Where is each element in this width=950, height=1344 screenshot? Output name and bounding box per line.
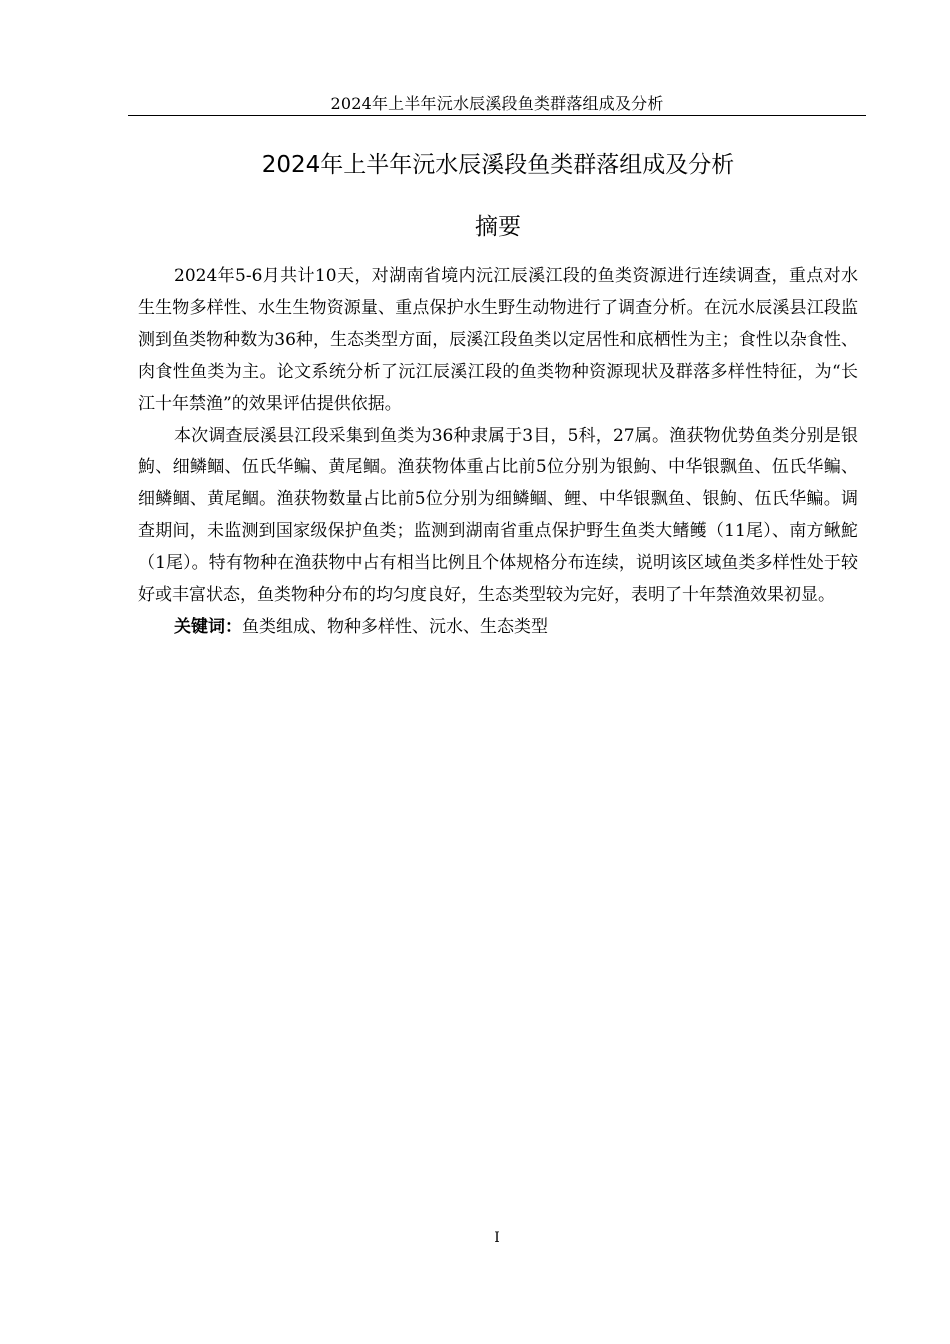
abstract-paragraph-2: 本次调查辰溪县江段采集到鱼类为36种隶属于3目，5科，27属。渔获物优势鱼类分别是银鮈、细鳞鲴、伍氏华鳊、黄尾鲴。渔获物体重占比前5位分别为银鮈、中华银飘鱼、伍氏华鳊、细鳞鲴、黄尾鲴。渔获物数量占比前5位分别为细鳞鲴、鲤、中华银飘鱼、银鮈、伍氏华鳊。调查期间，未监测到国家级保护鱼类；监测到湖南省重点保护野生鱼类大鳍鳠（11尾）、南方鳅鮀（1尾）。特有物种在渔获物中占有相当比例且个体规格分布连续，说明该区域鱼类多样性处于较好或丰富状态，鱼类物种分布的均匀度良好，生态类型较为完好，表明了十年禁渔效果初显。 bbox=[138, 425, 858, 606]
running-header: 2024年上半年沅水辰溪段鱼类群落组成及分析 bbox=[330, 94, 664, 113]
abstract-body bbox=[138, 261, 858, 644]
page-number: I bbox=[494, 1230, 500, 1246]
abstract-heading: 摘要 bbox=[475, 214, 521, 240]
document-title: 2024年上半年沅水辰溪段鱼类群落组成及分析 bbox=[261, 152, 735, 178]
header-divider bbox=[128, 115, 866, 116]
keywords-line bbox=[138, 612, 858, 644]
keywords-label: 关键词： bbox=[174, 616, 242, 637]
abstract-paragraph-1: 2024年5-6月共计10天，对湖南省境内沅江辰溪江段的鱼类资源进行连续调查，重点对水生生物多样性、水生生物资源量、重点保护水生野生动物进行了调查分析。在沅水辰溪县江段监测到鱼类物种数为36种，生态类型方面，辰溪江段鱼类以定居性和底栖性为主；食性以杂食性、肉食性鱼类为主。论文系统分析了沅江辰溪江段的鱼类物种资源现状及群落多样性特征，为“长江十年禁渔”的效果评估提供依据。 bbox=[138, 266, 858, 414]
keywords-text: 鱼类组成、物种多样性、沅水、生态类型 bbox=[242, 616, 548, 637]
